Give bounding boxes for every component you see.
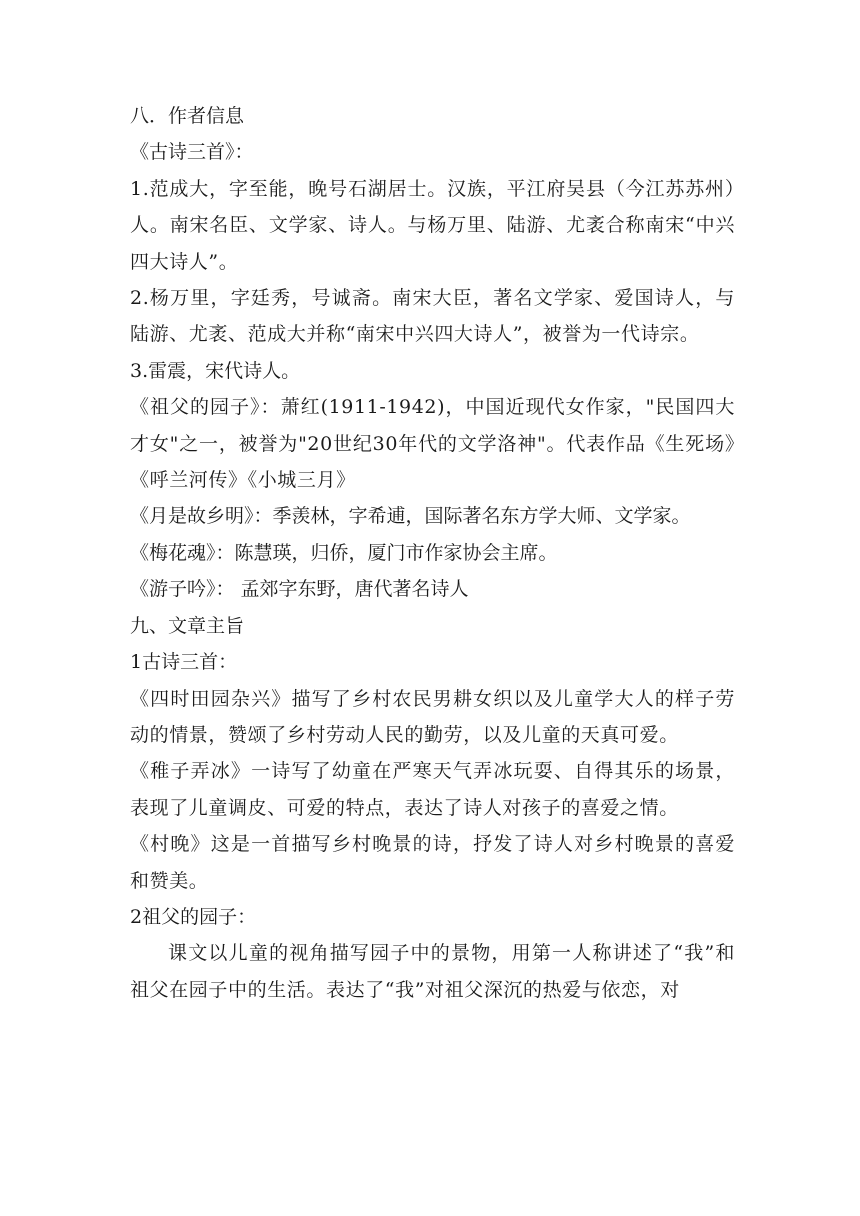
theme-cunwan: 《村晚》这是一首描写乡村晚景的诗，抒发了诗人对乡村晚景的喜爱和赞美。 [130, 833, 735, 892]
section-8-poems-subheading: 《古诗三首》： [130, 141, 254, 164]
author-chen-huiying: 《梅花魂》：陈慧瑛，归侨，厦门市作家协会主席。 [130, 541, 558, 564]
author-lei-zhen: 3.雷震，宋代诗人。 [130, 359, 301, 382]
theme-grandfather-garden: 课文以儿童的视角描写园子中的景物，用第一人称讲述了“我”和祖父在园子中的生活。表达了“我”对祖父深沉的热爱与依恋，对 [130, 942, 735, 1001]
author-meng-jiao: 《游子吟》： 孟郊字东野，唐代著名诗人 [130, 578, 469, 601]
author-ji-xianlin: 《月是故乡明》：季羡林，字希逋，国际著名东方学大师、文学家。 [130, 505, 691, 528]
section-9-heading: 九、文章主旨 [130, 614, 245, 637]
author-xiao-hong: 《祖父的园子》：萧红(1911-1942)，中国近现代女作家，"民国四大才女"之一，被誉为"20世纪30年代的文学洛神"。代表作品《生死场》《呼兰河传》《小城三月》 [130, 396, 735, 492]
author-fan-chengda: 1.范成大，字至能，晚号石湖居士。汉族，平江府吴县（今江苏苏州）人。南宋名臣、文学家、诗人。与杨万里、陆游、尤袤合称南宋“中兴四大诗人”。 [130, 177, 735, 273]
section-9-garden-subheading: 2祖父的园子： [130, 905, 257, 928]
document-body [130, 98, 735, 1008]
author-yang-wanli: 2.杨万里，字廷秀，号诚斋。南宋大臣，著名文学家、爱国诗人，与陆游、尤袤、范成大并称“南宋中兴四大诗人”，被誉为一代诗宗。 [130, 287, 735, 346]
section-8-heading: 八．作者信息 [130, 105, 245, 127]
theme-sishi-tianyuan: 《四时田园杂兴》描写了乡村农民男耕女织以及儿童学大人的样子劳动的情景，赞颂了乡村劳动人民的勤劳，以及儿童的天真可爱。 [130, 687, 735, 746]
theme-zhizi-nongbing: 《稚子弄冰》一诗写了幼童在严寒天气弄冰玩耍、自得其乐的场景，表现了儿童调皮、可爱的特点，表达了诗人对孩子的喜爱之情。 [130, 760, 735, 819]
section-9-poems-subheading: 1古诗三首： [130, 651, 238, 674]
